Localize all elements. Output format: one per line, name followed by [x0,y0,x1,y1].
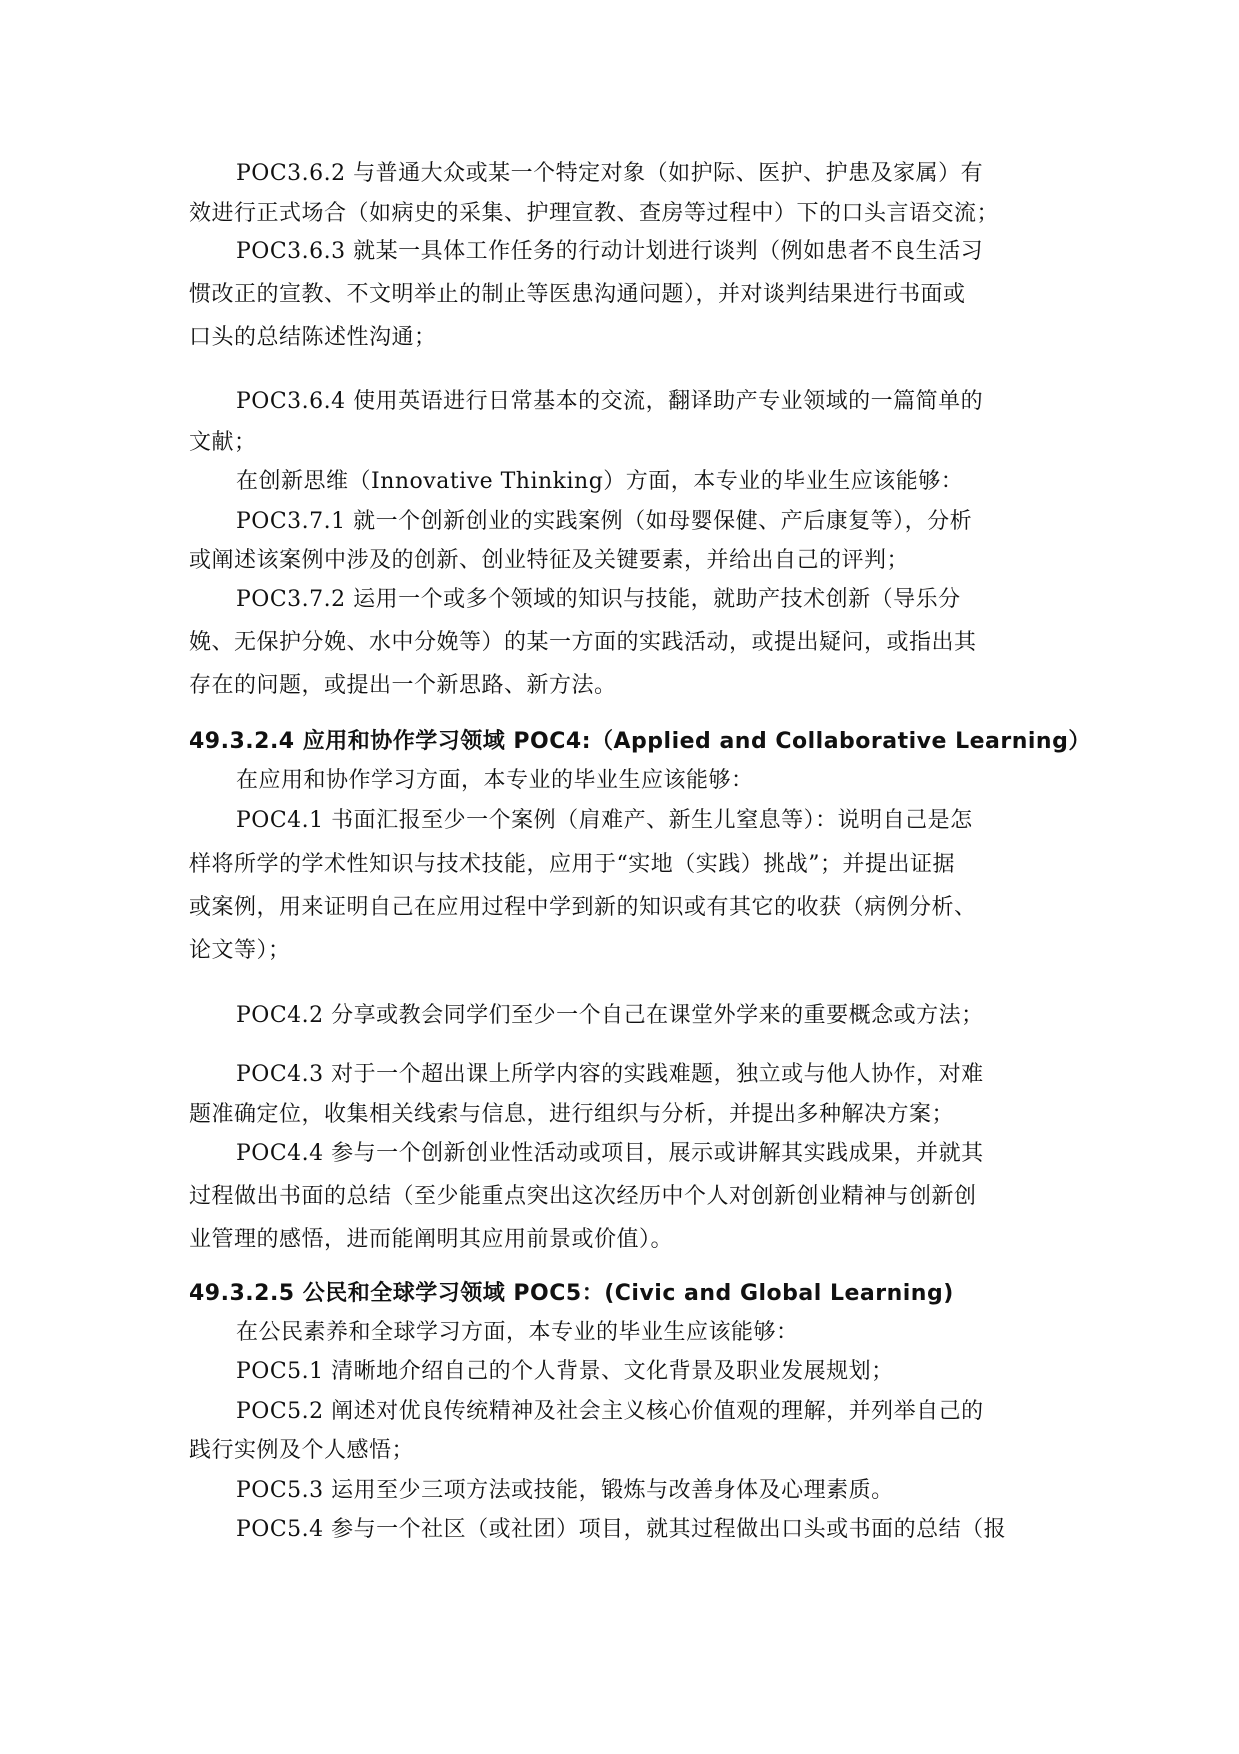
text-line: POC3.7.2 运用一个或多个领域的知识与技能，就助产技术创新（导乐分 [236,587,961,612]
text-line: 在公民素养和全球学习方面，本专业的毕业生应该能够： [236,1320,799,1345]
text-line: 娩、无保护分娩、水中分娩等）的某一方面的实践活动，或提出疑问，或指出其 [189,630,977,655]
text-line: POC4.1 书面汇报至少一个案例（肩难产、新生儿窒息等）：说明自己是怎 [236,808,973,833]
text-line: POC5.3 运用至少三项方法或技能，锻炼与改善身体及心理素质。 [236,1478,894,1503]
text-line: POC4.2 分享或教会同学们至少一个自己在课堂外学来的重要概念或方法； [236,1003,984,1028]
text-line: 题准确定位，收集相关线索与信息，进行组织与分析，并提出多种解决方案； [189,1102,955,1127]
text-line: 业管理的感悟，进而能阐明其应用前景或价值）。 [189,1227,674,1252]
text-line: 口头的总结陈述性沟通； [189,325,437,350]
text-line: 在创新思维（Innovative Thinking）方面，本专业的毕业生应该能够： [236,469,964,494]
text-line: POC3.6.2 与普通大众或某一个特定对象（如护际、医护、护患及家属）有 [236,161,984,186]
text-line: POC5.4 参与一个社区（或社团）项目，就其过程做出口头或书面的总结（报 [236,1517,1007,1542]
text-line: POC5.1 清晰地介绍自己的个人背景、文化背景及职业发展规划； [236,1359,894,1384]
text-line: 或案例，用来证明自己在应用过程中学到新的知识或有其它的收获（病例分析、 [189,895,977,920]
text-line: 或阐述该案例中涉及的创新、创业特征及关键要素，并给出自己的评判； [189,548,910,573]
section-heading: 49.3.2.5 公民和全球学习领域 POC5：(Civic and Global Learning) [189,1281,954,1306]
text-line: 惯改正的宣教、不文明举止的制止等医患沟通问题），并对谈判结果进行书面或 [189,282,966,307]
text-line: 存在的问题，或提出一个新思路、新方法。 [189,673,617,698]
text-line: 论文等）； [189,938,291,963]
text-line: POC3.6.3 就某一具体工作任务的行动计划进行谈判（例如患者不良生活习 [236,239,984,264]
text-line: 样将所学的学术性知识与技术技能，应用于“实地（实践）挑战”；并提出证据 [189,852,955,877]
text-line: 文献； [189,430,257,455]
text-line: 在应用和协作学习方面，本专业的毕业生应该能够： [236,768,754,793]
text-line: 过程做出书面的总结（至少能重点突出这次经历中个人对创新创业精神与创新创 [189,1184,977,1209]
text-line: POC4.3 对于一个超出课上所学内容的实践难题，独立或与他人协作，对难 [236,1062,984,1087]
text-line: POC4.4 参与一个创新创业性活动或项目，展示或讲解其实践成果，并就其 [236,1141,984,1166]
text-line: POC3.6.4 使用英语进行日常基本的交流，翻译助产专业领域的一篇简单的 [236,389,984,414]
section-heading: 49.3.2.4 应用和协作学习领域 POC4:（Applied and Collaborative Learning） [189,729,1091,754]
text-line: POC5.2 阐述对优良传统精神及社会主义核心价值观的理解，并列举自己的 [236,1399,984,1424]
text-line: 效进行正式场合（如病史的采集、护理宣教、查房等过程中）下的口头言语交流； [189,201,1000,226]
text-line: 践行实例及个人感悟； [189,1438,415,1463]
text-line: POC3.7.1 就一个创新创业的实践案例（如母婴保健、产后康复等），分析 [236,509,973,534]
